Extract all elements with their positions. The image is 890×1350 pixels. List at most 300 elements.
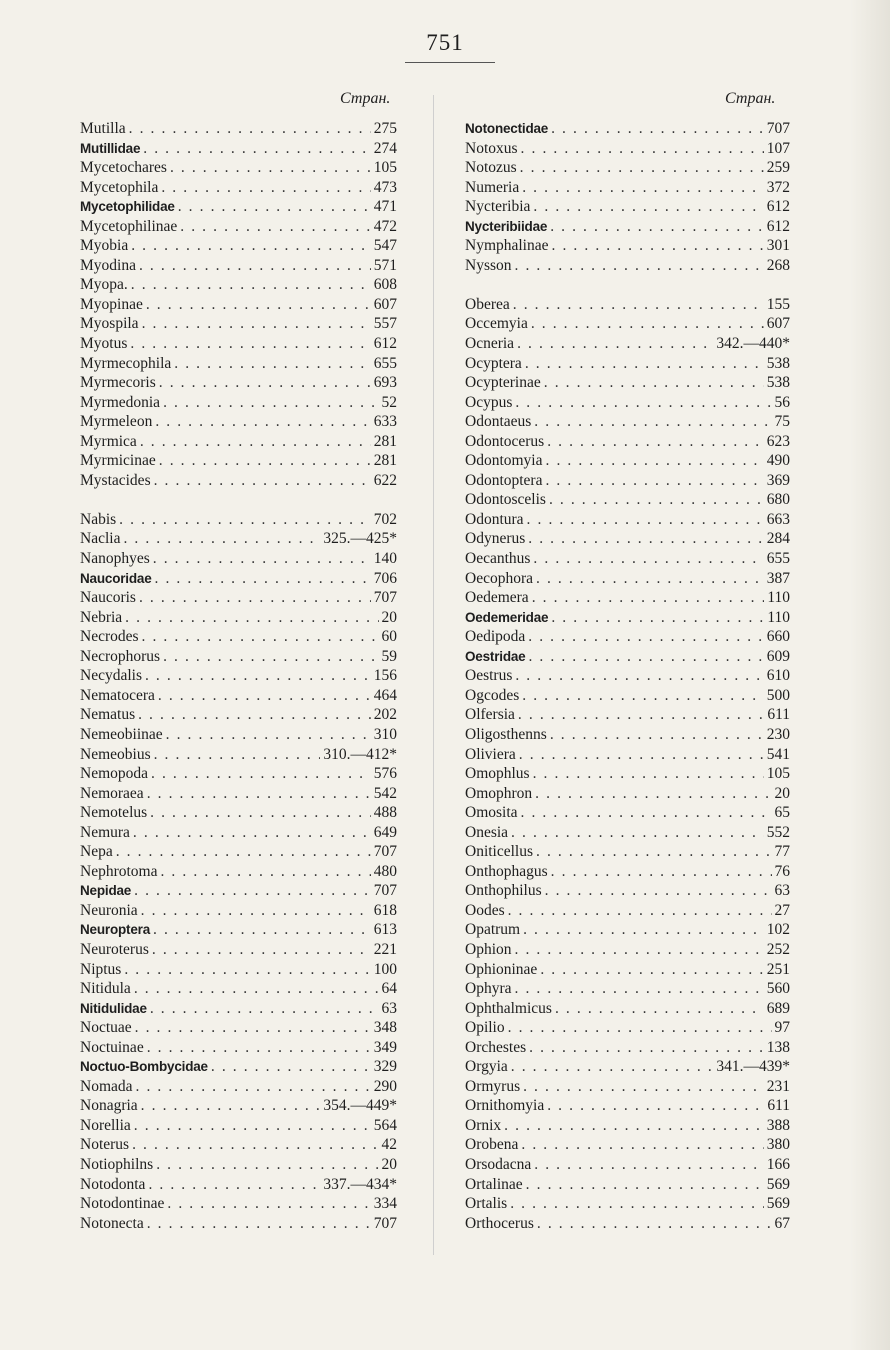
entry-name: Nabis	[80, 510, 117, 528]
dot-leader	[145, 667, 371, 685]
entry-name: Nymphalinae	[465, 237, 549, 255]
index-entry	[80, 315, 397, 335]
index-entry	[465, 726, 790, 746]
index-entry	[80, 1156, 397, 1176]
entry-name: Myopinae	[80, 295, 143, 313]
entry-name: Oliviera	[465, 745, 516, 763]
index-entry	[465, 843, 790, 863]
entry-page: 310	[373, 725, 397, 743]
entry-page: 372	[766, 178, 790, 196]
entry-page: 707	[373, 589, 397, 607]
dot-leader	[549, 491, 764, 509]
entry-page: 380	[766, 1136, 790, 1154]
dot-leader	[147, 1039, 371, 1057]
left-column-header: Стран.	[340, 90, 391, 107]
entry-name: Nemopoda	[80, 765, 149, 783]
entry-page: 59	[381, 647, 397, 665]
index-entry	[80, 843, 397, 863]
dot-leader	[150, 804, 371, 822]
entry-name: Noctuae	[80, 1019, 132, 1037]
entry-name: Ormyrus	[465, 1077, 521, 1095]
dot-leader	[153, 550, 371, 568]
entry-page: 707	[766, 120, 790, 137]
entry-page: 488	[373, 804, 397, 822]
entry-name: Nycteribiidae	[465, 218, 548, 234]
index-entry	[465, 785, 790, 805]
dot-leader	[523, 921, 764, 939]
entry-name: Mystacides	[80, 471, 151, 489]
entry-page: 334	[373, 1195, 397, 1213]
index-entry	[80, 824, 397, 844]
dot-leader	[130, 335, 370, 353]
index-entry	[465, 589, 790, 609]
entry-page: 612	[373, 335, 397, 353]
dot-leader	[153, 921, 371, 939]
index-entry	[465, 648, 790, 668]
entry-page: 660	[766, 628, 790, 646]
index-entry	[80, 882, 397, 902]
dot-leader	[525, 355, 764, 373]
index-entry	[80, 394, 397, 414]
entry-name: Orthocerus	[465, 1214, 534, 1232]
entry-page: 310.—412*	[323, 745, 397, 763]
index-entry	[80, 902, 397, 922]
dot-leader	[540, 961, 763, 979]
entry-page: 252	[766, 940, 790, 958]
index-entry	[80, 374, 397, 394]
dot-leader	[152, 941, 371, 959]
entry-page: 618	[373, 901, 397, 919]
entry-page: 140	[373, 550, 397, 568]
entry-name: Odontocerus	[465, 432, 545, 450]
entry-name: Mycetophilinae	[80, 217, 178, 235]
dot-leader	[133, 824, 371, 842]
entry-name: Olfersia	[465, 706, 515, 724]
entry-name: Mutillidae	[80, 140, 141, 156]
index-entry	[465, 315, 790, 335]
entry-name: Nemotelus	[80, 804, 148, 822]
entry-name: Odontoptera	[465, 471, 543, 489]
entry-page: 707	[373, 882, 397, 900]
dot-leader	[528, 648, 763, 666]
index-entry	[465, 1019, 790, 1039]
index-entry	[465, 355, 790, 375]
dot-leader	[163, 394, 378, 412]
entry-page: 301	[766, 237, 790, 255]
index-entry	[465, 335, 790, 355]
index-entry	[80, 726, 397, 746]
dot-leader	[552, 237, 764, 255]
entry-name: Orgyia	[465, 1058, 508, 1076]
entry-page: 707	[373, 1214, 397, 1232]
entry-name: Ogcodes	[465, 686, 520, 704]
index-entry	[80, 413, 397, 433]
dot-leader	[511, 1058, 714, 1076]
dot-leader	[529, 1039, 764, 1057]
index-entry	[465, 511, 790, 531]
dot-leader	[135, 1019, 371, 1037]
entry-page: 613	[373, 921, 397, 939]
dot-leader	[510, 1195, 764, 1213]
dot-leader	[140, 433, 371, 451]
entry-page: 611	[767, 706, 790, 724]
dot-leader	[555, 1000, 764, 1018]
dot-leader	[545, 472, 763, 490]
entry-name: Nemura	[80, 823, 130, 841]
entry-page: 552	[766, 823, 790, 841]
letter-section-gap	[80, 491, 397, 511]
dot-leader	[134, 980, 379, 998]
index-entry	[465, 1156, 790, 1176]
index-entry	[80, 961, 397, 981]
entry-page: 623	[766, 432, 790, 450]
index-entry	[80, 1117, 397, 1137]
entry-name: Omophron	[465, 784, 533, 802]
entry-page: 564	[373, 1116, 397, 1134]
entry-name: Notozus	[465, 159, 517, 177]
entry-name: Notoxus	[465, 139, 518, 157]
entry-page: 281	[373, 452, 397, 470]
index-entry	[465, 941, 790, 961]
dot-leader	[180, 218, 370, 236]
entry-name: Oecanthus	[465, 550, 531, 568]
index-entry	[465, 1215, 790, 1235]
dot-leader	[116, 843, 371, 861]
index-entry	[465, 824, 790, 844]
index-entry	[465, 687, 790, 707]
index-entry	[80, 746, 397, 766]
entry-name: Notiophilns	[80, 1155, 154, 1173]
entry-name: Nebria	[80, 608, 123, 626]
entry-name: Notonectidae	[465, 121, 549, 136]
index-entry	[80, 609, 397, 629]
index-entry	[465, 667, 790, 687]
entry-page: 611	[767, 1097, 790, 1115]
dot-leader	[151, 765, 371, 783]
index-entry	[465, 1136, 790, 1156]
index-entry	[80, 1195, 397, 1215]
index-entry	[80, 1058, 397, 1078]
entry-page: 607	[373, 295, 397, 313]
entry-name: Nepa	[80, 843, 113, 861]
dot-leader	[124, 961, 370, 979]
entry-page: 325.—425*	[323, 530, 397, 548]
dot-leader	[527, 511, 764, 529]
dot-leader	[139, 257, 371, 275]
index-entry	[465, 374, 790, 394]
index-entry	[80, 1176, 397, 1196]
entry-page: 569	[766, 1175, 790, 1193]
entry-page: 471	[373, 198, 397, 216]
index-entry	[465, 257, 790, 277]
index-entry	[465, 1039, 790, 1059]
index-entry	[465, 863, 790, 883]
index-entry	[80, 785, 397, 805]
entry-name: Ornix	[465, 1116, 502, 1134]
entry-page: 538	[766, 354, 790, 372]
index-entry	[465, 1117, 790, 1137]
entry-name: Ocypterinae	[465, 374, 541, 392]
entry-page: 110	[767, 608, 790, 626]
dot-leader	[504, 1117, 764, 1135]
index-entry	[80, 667, 397, 687]
entry-name: Naucoridae	[80, 570, 152, 586]
entry-page: 64	[381, 980, 397, 998]
entry-page: 348	[373, 1019, 397, 1037]
dot-leader	[533, 198, 763, 216]
dot-leader	[535, 785, 771, 803]
entry-page: 541	[766, 745, 790, 763]
entry-page: 547	[373, 237, 397, 255]
dot-leader	[550, 218, 764, 236]
dot-leader	[523, 1078, 764, 1096]
entry-name: Onesia	[465, 823, 509, 841]
index-entry	[80, 687, 397, 707]
dot-leader	[170, 159, 371, 177]
dot-leader	[513, 296, 764, 314]
entry-page: 202	[373, 706, 397, 724]
entry-name: Omophlus	[465, 765, 530, 783]
dot-leader	[147, 1215, 371, 1233]
index-entry	[80, 452, 397, 472]
entry-name: Odontura	[465, 510, 524, 528]
index-entry	[465, 1078, 790, 1098]
entry-page: 349	[373, 1038, 397, 1056]
dot-leader	[508, 1019, 772, 1037]
entry-page: 110	[767, 589, 790, 607]
index-entry	[465, 198, 790, 218]
dot-leader	[119, 511, 371, 529]
entry-name: Nephrotoma	[80, 862, 158, 880]
index-entry	[80, 628, 397, 648]
entry-name: Nonagria	[80, 1097, 138, 1115]
entry-name: Necydalis	[80, 667, 142, 685]
entry-name: Myrmicinae	[80, 452, 156, 470]
dot-leader	[163, 648, 378, 666]
dot-leader	[515, 980, 764, 998]
entry-name: Myrmecoris	[80, 374, 156, 392]
entry-page: 576	[373, 765, 397, 783]
index-entry	[465, 765, 790, 785]
dot-leader	[125, 609, 378, 627]
index-entry	[80, 257, 397, 277]
dot-leader	[167, 1195, 370, 1213]
left-index-column	[80, 120, 397, 1234]
dot-leader	[139, 589, 371, 607]
index-entry	[465, 413, 790, 433]
entry-name: Opilio	[465, 1019, 505, 1037]
index-entry	[80, 355, 397, 375]
entry-page: 27	[774, 901, 790, 919]
entry-page: 251	[766, 960, 790, 978]
entry-name: Oestrus	[465, 667, 513, 685]
index-entry	[80, 120, 397, 140]
dot-leader	[132, 1136, 378, 1154]
entry-name: Ophioninae	[465, 960, 538, 978]
index-entry	[465, 1000, 790, 1020]
entry-page: 706	[373, 569, 397, 587]
dot-leader	[166, 726, 371, 744]
entry-name: Numeria	[465, 178, 520, 196]
entry-page: 342.—440*	[716, 335, 790, 353]
index-entry	[80, 530, 397, 550]
entry-name: Myobia	[80, 237, 129, 255]
entry-page: 221	[373, 940, 397, 958]
entry-name: Ornithomyia	[465, 1097, 545, 1115]
dot-leader	[528, 530, 763, 548]
entry-page: 107	[766, 139, 790, 157]
index-entry	[465, 237, 790, 257]
dot-leader	[544, 374, 764, 392]
entry-name: Oedipoda	[465, 628, 526, 646]
index-entry	[80, 237, 397, 257]
dot-leader	[142, 628, 379, 646]
entry-page: 608	[373, 276, 397, 294]
dot-leader	[536, 843, 771, 861]
dot-leader	[155, 570, 371, 588]
entry-name: Oedemeridae	[465, 609, 549, 625]
entry-name: Myospila	[80, 315, 139, 333]
dot-leader	[515, 667, 763, 685]
index-entry	[80, 511, 397, 531]
dot-leader	[146, 296, 371, 314]
entry-page: 490	[766, 452, 790, 470]
entry-name: Mycetochares	[80, 159, 167, 177]
entry-name: Nysson	[465, 256, 512, 274]
entry-name: Nitidulidae	[80, 1000, 147, 1016]
letter-section-gap	[465, 276, 790, 296]
index-entry	[80, 804, 397, 824]
entry-name: Oestridae	[465, 648, 526, 664]
entry-name: Orobena	[465, 1136, 519, 1154]
entry-name: Notonecta	[80, 1214, 144, 1232]
entry-page: 341.—439*	[716, 1058, 790, 1076]
entry-page: 75	[774, 413, 790, 431]
entry-page: 680	[766, 491, 790, 509]
entry-page: 480	[373, 862, 397, 880]
entry-name: Ophyra	[465, 980, 512, 998]
index-entry	[80, 159, 397, 179]
entry-name: Myotus	[80, 335, 128, 353]
dot-leader	[155, 413, 370, 431]
dot-leader	[533, 550, 763, 568]
entry-page: 100	[373, 960, 397, 978]
index-entry	[465, 1195, 790, 1215]
index-entry	[465, 550, 790, 570]
index-entry	[80, 433, 397, 453]
entry-page: 538	[766, 374, 790, 392]
entry-name: Neuroterus	[80, 940, 149, 958]
dot-leader	[522, 687, 764, 705]
index-entry	[80, 921, 397, 941]
entry-page: 231	[766, 1077, 790, 1095]
index-entry	[465, 491, 790, 511]
index-entry	[80, 648, 397, 668]
right-column-header: Стран.	[725, 90, 776, 107]
dot-leader	[551, 863, 772, 881]
entry-name: Noterus	[80, 1136, 130, 1154]
dot-leader	[160, 863, 370, 881]
entry-page: 56	[774, 393, 790, 411]
entry-name: Ocneria	[465, 335, 515, 353]
index-entry	[465, 472, 790, 492]
dot-leader	[131, 276, 371, 294]
entry-page: 542	[373, 784, 397, 802]
dot-leader	[520, 159, 764, 177]
entry-page: 607	[766, 315, 790, 333]
dot-leader	[141, 1097, 321, 1115]
dot-leader	[519, 746, 764, 764]
index-entry	[80, 140, 397, 160]
dot-leader	[521, 1136, 763, 1154]
entry-page: 230	[766, 725, 790, 743]
entry-name: Oedemera	[465, 589, 529, 607]
index-entry	[80, 296, 397, 316]
entry-name: Ophthalmicus	[465, 999, 552, 1017]
dot-leader	[134, 882, 371, 900]
entry-page: 77	[774, 843, 790, 861]
entry-name: Ocypus	[465, 393, 513, 411]
entry-page: 655	[373, 354, 397, 372]
entry-page: 138	[766, 1038, 790, 1056]
index-entry	[465, 961, 790, 981]
entry-page: 571	[373, 256, 397, 274]
entry-page: 472	[373, 217, 397, 235]
index-entry	[80, 570, 397, 590]
entry-name: Nitidula	[80, 980, 131, 998]
index-entry	[465, 882, 790, 902]
index-entry	[465, 140, 790, 160]
entry-page: 274	[373, 139, 397, 157]
entry-name: Ocyptera	[465, 354, 522, 372]
dot-leader	[515, 257, 764, 275]
entry-name: Nepidae	[80, 883, 132, 899]
index-entry	[80, 1078, 397, 1098]
index-entry	[465, 433, 790, 453]
dot-leader	[123, 530, 320, 548]
entry-name: Nomada	[80, 1077, 133, 1095]
entry-page: 369	[766, 471, 790, 489]
index-entry	[80, 980, 397, 1000]
entry-name: Notodontinae	[80, 1195, 165, 1213]
dot-leader	[515, 394, 771, 412]
index-entry	[80, 941, 397, 961]
index-entry	[465, 804, 790, 824]
dot-leader	[136, 1078, 371, 1096]
entry-name: Oligosthenns	[465, 725, 547, 743]
entry-name: Necrophorus	[80, 647, 161, 665]
entry-page: 60	[381, 628, 397, 646]
entry-name: Ortalis	[465, 1195, 508, 1213]
entry-page: 337.—434*	[323, 1175, 397, 1193]
entry-page: 569	[766, 1195, 790, 1213]
dot-leader	[551, 120, 764, 138]
entry-name: Myodina	[80, 256, 136, 274]
entry-page: 689	[766, 999, 790, 1017]
dot-leader	[532, 589, 765, 607]
entry-page: 281	[373, 432, 397, 450]
index-entry	[80, 1097, 397, 1117]
entry-page: 707	[373, 843, 397, 861]
entry-page: 290	[373, 1077, 397, 1095]
dot-leader	[161, 179, 370, 197]
dot-leader	[154, 472, 371, 490]
dot-leader	[547, 1097, 764, 1115]
dot-leader	[545, 882, 772, 900]
entry-page: 105	[373, 159, 397, 177]
entry-page: 67	[774, 1214, 790, 1232]
index-entry	[80, 765, 397, 785]
